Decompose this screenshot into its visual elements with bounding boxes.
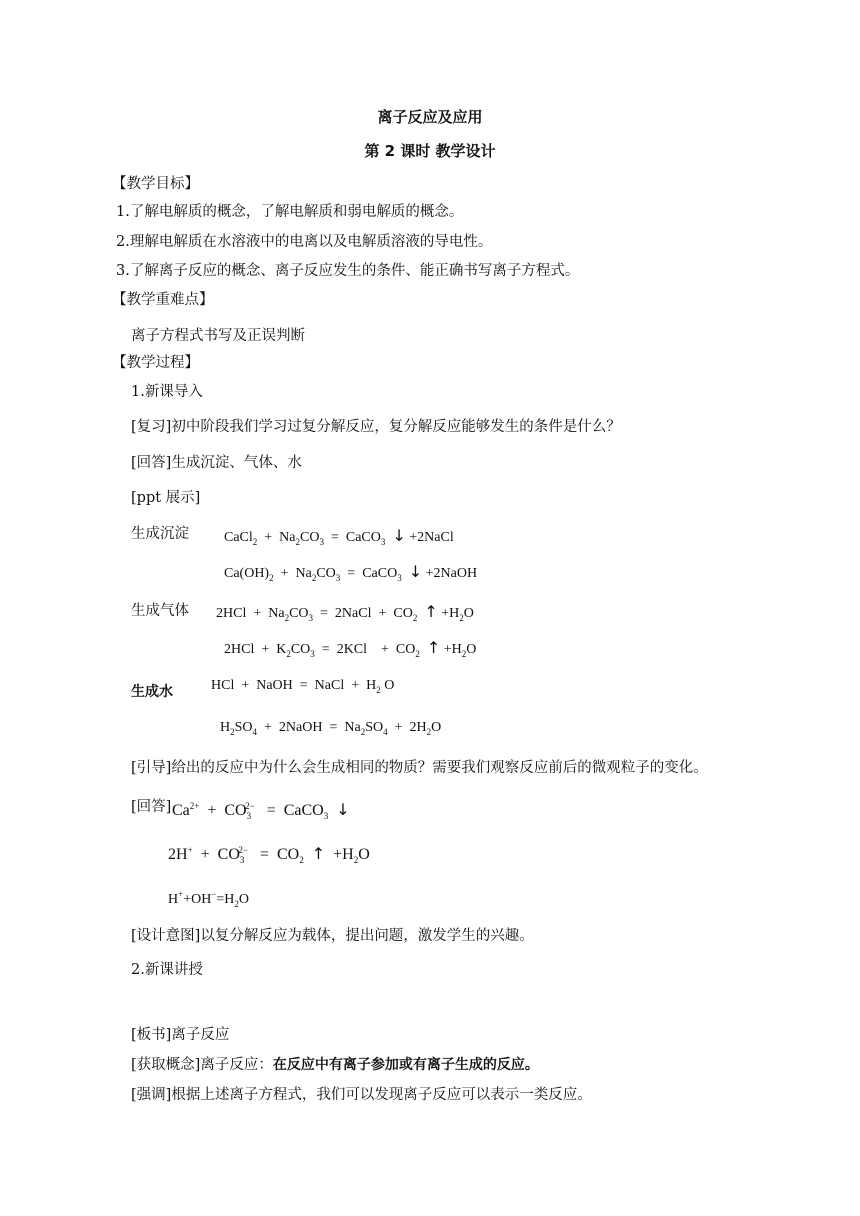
objectives-heading: 【教学目标】: [112, 176, 199, 192]
ionic-equation-carbonate-acid: $2H^+ + CO_3^{2-} = CO_2$ ↑ $+H_2O$: [168, 844, 370, 865]
concept-line: [131, 1055, 539, 1075]
document-title: 离子反应及应用: [377, 108, 483, 126]
concept-definition: 在反应中有离子参加或有离子生成的反应。: [272, 1057, 539, 1073]
objective-item: 2.理解电解质在水溶液中的电离以及电解质溶液的导电性。: [116, 234, 493, 250]
concept-prefix: [获取概念]离子反应：: [131, 1057, 273, 1073]
objective-item: 3.了解离子反应的概念、离子反应发生的条件、能正确书写离子方程式。: [116, 263, 580, 279]
equation-caoh2-na2co3: $Ca(OH)_2 + Na_2CO_3$ = CaCO$_3$ ↓ +2NaOH: [224, 562, 478, 583]
equation-hcl-na2co3: $2HCl + Na_2CO_3$ = 2NaCl + $CO_2$ ↑ $+H_2O$: [216, 602, 474, 623]
gas-label: 生成气体: [131, 603, 189, 619]
key-points-heading: 【教学重难点】: [112, 292, 214, 308]
ionic-equation-neutralization: $H^++OH^-=H_2O$: [168, 889, 250, 909]
guide-text: [引导]给出的反应中为什么会生成相同的物质？需要我们观察反应前后的微观粒子的变化。: [131, 760, 708, 776]
equation-cacl2-na2co3: CaCl$_2$ + $Na_2CO_3$ = CaCO$_3$ ↓ +2NaCl: [224, 526, 454, 547]
board-text: [板书]离子反应: [131, 1027, 230, 1043]
process-heading: 【教学过程】: [112, 355, 199, 371]
equation-hcl-naoh: HCl + NaOH = NaCl + $H_2$ O: [211, 678, 395, 695]
key-points-text: 离子方程式书写及正误判断: [131, 328, 305, 344]
review-question: [复习]初中阶段我们学习过复分解反应，复分解反应能够发生的条件是什么？: [131, 419, 621, 435]
ionic-equation-calcium-carbonate: $Ca^{2+} + CO_3^{2-}$ = CaCO$_3$ ↓: [172, 800, 350, 821]
equation-h2so4-naoh: $H_2SO_4$ + 2NaOH = $Na_2SO_4 + 2H_2O$: [220, 720, 442, 737]
precipitate-label: 生成沉淀: [131, 526, 189, 542]
ppt-label: [ppt 展示]: [131, 490, 201, 506]
step1-heading: 1.新课导入: [131, 384, 203, 400]
water-label: 生成水: [131, 684, 173, 700]
document-subtitle: 第 2 课时 教学设计: [364, 142, 496, 160]
review-answer: [回答]生成沉淀、气体、水: [131, 455, 302, 471]
design-intent: [设计意图]以复分解反应为载体，提出问题，激发学生的兴趣。: [131, 928, 534, 944]
step2-heading: 2.新课讲授: [131, 962, 203, 978]
emphasis-text: [强调]根据上述离子方程式，我们可以发现离子反应可以表示一类反应。: [131, 1087, 592, 1103]
answer2-label: [回答]: [131, 799, 172, 815]
equation-hcl-k2co3: $2HCl + K_2CO_3 = 2KCl$ + $CO_2$ ↑ $+H_2O$: [224, 638, 477, 659]
objective-item: 1.了解电解质的概念，了解电解质和弱电解质的概念。: [116, 204, 464, 220]
